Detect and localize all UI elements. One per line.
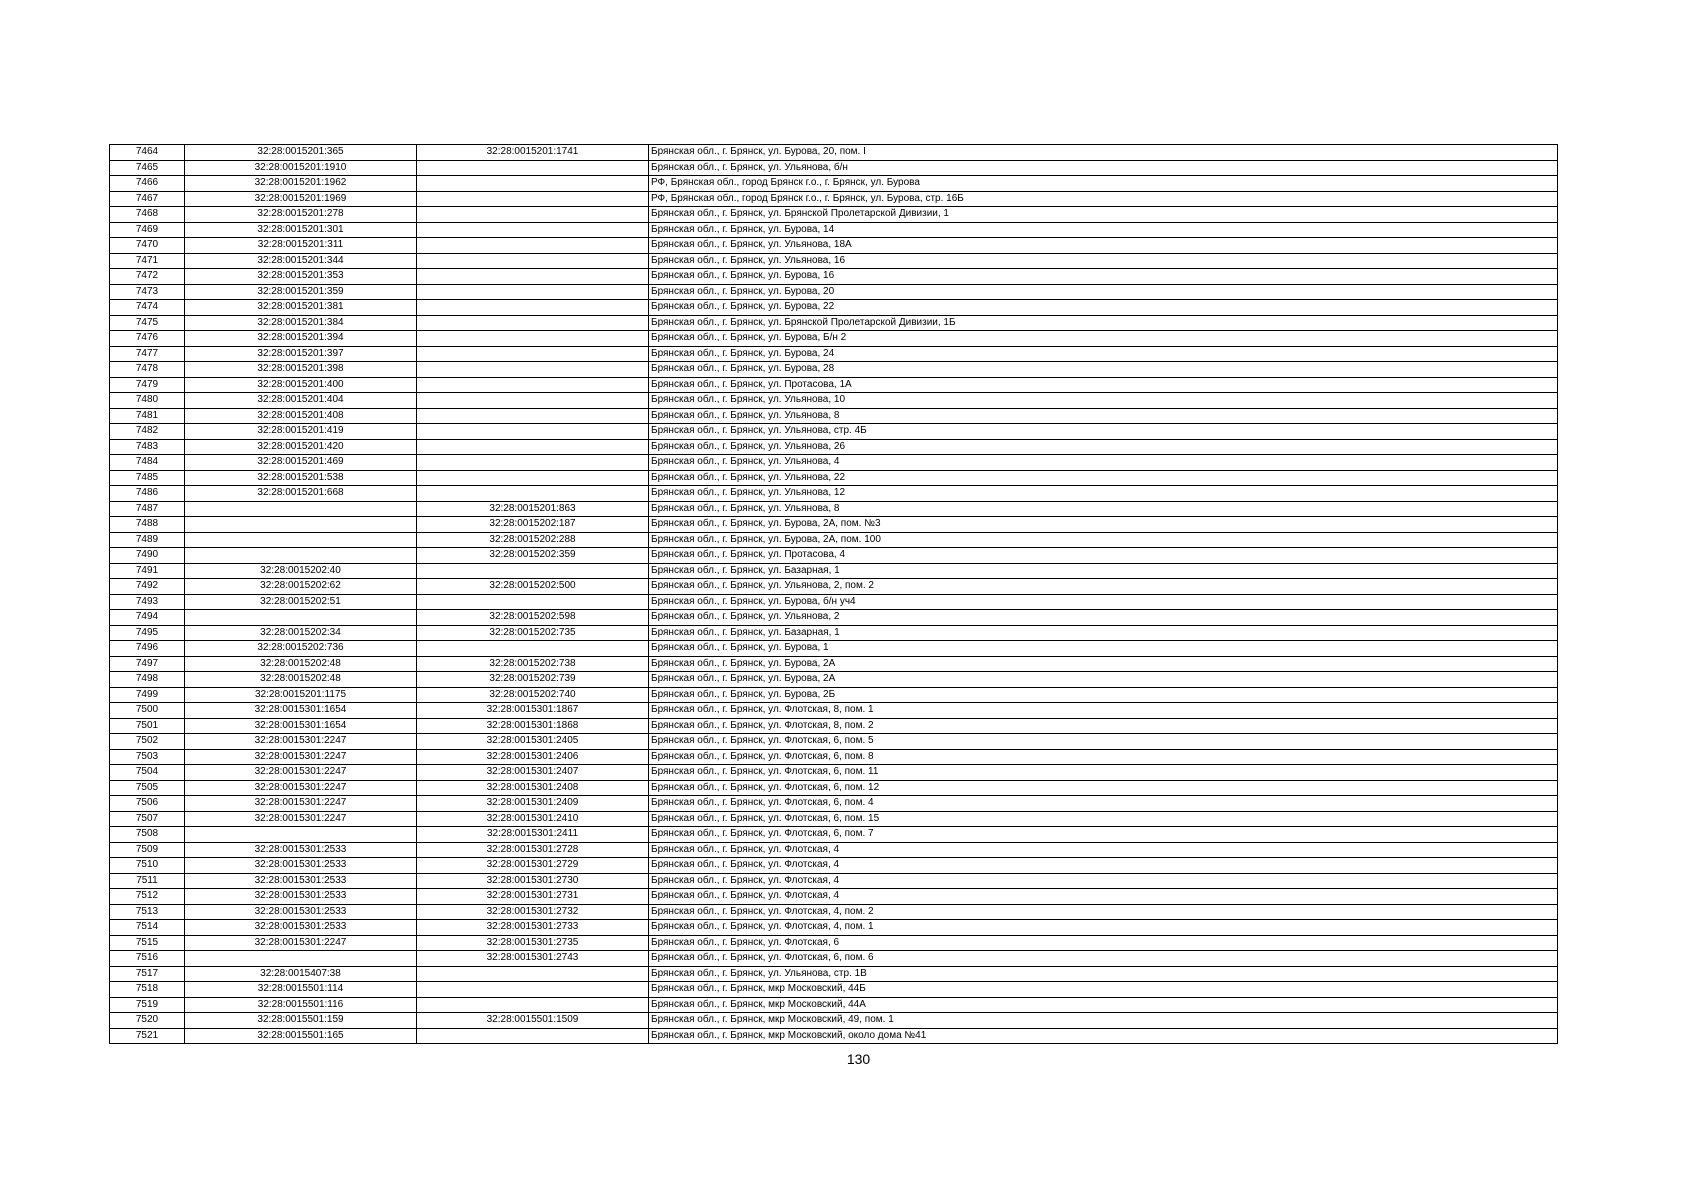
- address-cell: Брянская обл., г. Брянск, ул. Бурова, 2А, пом. 100: [649, 532, 1558, 548]
- land-cadastral-number-cell: 32:28:0015407:38: [185, 966, 417, 982]
- address-cell: Брянская обл., г. Брянск, ул. Флотская, 4: [649, 842, 1558, 858]
- object-cadastral-number-cell: [417, 238, 649, 254]
- table-row: [110, 842, 1558, 858]
- object-cadastral-number-cell: 32:28:0015301:2729: [417, 858, 649, 874]
- land-cadastral-number-cell: 32:28:0015201:344: [185, 253, 417, 269]
- address-cell: Брянская обл., г. Брянск, ул. Бурова, 2А, пом. №3: [649, 517, 1558, 533]
- land-cadastral-number-cell: [185, 501, 417, 517]
- table-row: [110, 222, 1558, 238]
- table-row: [110, 610, 1558, 626]
- object-cadastral-number-cell: [417, 300, 649, 316]
- land-cadastral-number-cell: 32:28:0015201:408: [185, 408, 417, 424]
- object-cadastral-number-cell: [417, 191, 649, 207]
- row-number-cell: 7515: [110, 935, 185, 951]
- address-cell: Брянская обл., г. Брянск, ул. Ульянова, 16: [649, 253, 1558, 269]
- address-cell: Брянская обл., г. Брянск, ул. Флотская, 6, пом. 11: [649, 765, 1558, 781]
- row-number-cell: 7490: [110, 548, 185, 564]
- row-number-cell: 7484: [110, 455, 185, 471]
- row-number-cell: 7480: [110, 393, 185, 409]
- address-cell: Брянская обл., г. Брянск, ул. Бурова, 20, пом. I: [649, 145, 1558, 161]
- object-cadastral-number-cell: 32:28:0015301:1867: [417, 703, 649, 719]
- object-cadastral-number-cell: 32:28:0015301:2731: [417, 889, 649, 905]
- address-cell: Брянская обл., г. Брянск, ул. Бурова, 22: [649, 300, 1558, 316]
- table-row: [110, 997, 1558, 1013]
- row-number-cell: 7503: [110, 749, 185, 765]
- land-cadastral-number-cell: 32:28:0015301:2247: [185, 796, 417, 812]
- address-cell: Брянская обл., г. Брянск, ул. Ульянова, 4: [649, 455, 1558, 471]
- object-cadastral-number-cell: [417, 408, 649, 424]
- table-row: [110, 300, 1558, 316]
- table-row: [110, 439, 1558, 455]
- address-cell: Брянская обл., г. Брянск, ул. Протасова, 4: [649, 548, 1558, 564]
- object-cadastral-number-cell: 32:28:0015202:598: [417, 610, 649, 626]
- page-number: 130: [846, 1051, 871, 1067]
- table-row: [110, 331, 1558, 347]
- row-number-cell: 7510: [110, 858, 185, 874]
- row-number-cell: 7477: [110, 346, 185, 362]
- land-cadastral-number-cell: 32:28:0015301:2533: [185, 842, 417, 858]
- table-row: [110, 672, 1558, 688]
- address-cell: Брянская обл., г. Брянск, ул. Флотская, 8, пом. 2: [649, 718, 1558, 734]
- row-number-cell: 7482: [110, 424, 185, 440]
- object-cadastral-number-cell: [417, 315, 649, 331]
- address-cell: Брянская обл., г. Брянск, ул. Ульянова, 26: [649, 439, 1558, 455]
- address-cell: Брянская обл., г. Брянск, ул. Ульянова, 8: [649, 408, 1558, 424]
- row-number-cell: 7513: [110, 904, 185, 920]
- table-row: [110, 470, 1558, 486]
- address-cell: Брянская обл., г. Брянск, ул. Ульянова, 22: [649, 470, 1558, 486]
- land-cadastral-number-cell: [185, 548, 417, 564]
- row-number-cell: 7511: [110, 873, 185, 889]
- address-cell: Брянская обл., г. Брянск, ул. Бурова, 2А: [649, 672, 1558, 688]
- row-number-cell: 7483: [110, 439, 185, 455]
- table-row: [110, 904, 1558, 920]
- table-row: [110, 160, 1558, 176]
- land-cadastral-number-cell: 32:28:0015202:40: [185, 563, 417, 579]
- object-cadastral-number-cell: 32:28:0015301:2411: [417, 827, 649, 843]
- land-cadastral-number-cell: 32:28:0015201:668: [185, 486, 417, 502]
- object-cadastral-number-cell: [417, 563, 649, 579]
- table-row: [110, 625, 1558, 641]
- address-cell: Брянская обл., г. Брянск, ул. Ульянова, 2, пом. 2: [649, 579, 1558, 595]
- land-cadastral-number-cell: 32:28:0015301:2247: [185, 811, 417, 827]
- object-cadastral-number-cell: [417, 176, 649, 192]
- row-number-cell: 7473: [110, 284, 185, 300]
- row-number-cell: 7471: [110, 253, 185, 269]
- table-row: [110, 827, 1558, 843]
- table-row: [110, 687, 1558, 703]
- row-number-cell: 7512: [110, 889, 185, 905]
- land-cadastral-number-cell: 32:28:0015301:2533: [185, 920, 417, 936]
- row-number-cell: 7485: [110, 470, 185, 486]
- table-row: [110, 346, 1558, 362]
- row-number-cell: 7508: [110, 827, 185, 843]
- land-cadastral-number-cell: 32:28:0015201:353: [185, 269, 417, 285]
- address-cell: Брянская обл., г. Брянск, ул. Бурова, Б/н 2: [649, 331, 1558, 347]
- table-row: [110, 207, 1558, 223]
- address-cell: Брянская обл., г. Брянск, ул. Ульянова, б/н: [649, 160, 1558, 176]
- land-cadastral-number-cell: 32:28:0015201:420: [185, 439, 417, 455]
- address-cell: Брянская обл., г. Брянск, мкр Московский, 44Б: [649, 982, 1558, 998]
- address-cell: Брянская обл., г. Брянск, ул. Бурова, 20: [649, 284, 1558, 300]
- land-cadastral-number-cell: 32:28:0015201:381: [185, 300, 417, 316]
- row-number-cell: 7492: [110, 579, 185, 595]
- object-cadastral-number-cell: [417, 331, 649, 347]
- row-number-cell: 7504: [110, 765, 185, 781]
- object-cadastral-number-cell: 32:28:0015202:739: [417, 672, 649, 688]
- land-cadastral-number-cell: 32:28:0015301:2533: [185, 889, 417, 905]
- table-row: [110, 951, 1558, 967]
- row-number-cell: 7498: [110, 672, 185, 688]
- land-cadastral-number-cell: 32:28:0015202:34: [185, 625, 417, 641]
- object-cadastral-number-cell: 32:28:0015301:1868: [417, 718, 649, 734]
- row-number-cell: 7501: [110, 718, 185, 734]
- object-cadastral-number-cell: [417, 424, 649, 440]
- land-cadastral-number-cell: 32:28:0015501:114: [185, 982, 417, 998]
- land-cadastral-number-cell: 32:28:0015201:538: [185, 470, 417, 486]
- address-cell: Брянская обл., г. Брянск, ул. Базарная, 1: [649, 563, 1558, 579]
- land-cadastral-number-cell: 32:28:0015201:397: [185, 346, 417, 362]
- land-cadastral-number-cell: 32:28:0015201:311: [185, 238, 417, 254]
- object-cadastral-number-cell: 32:28:0015301:2407: [417, 765, 649, 781]
- table-row: [110, 749, 1558, 765]
- table-row: [110, 656, 1558, 672]
- row-number-cell: 7488: [110, 517, 185, 533]
- object-cadastral-number-cell: 32:28:0015202:740: [417, 687, 649, 703]
- land-cadastral-number-cell: 32:28:0015201:1175: [185, 687, 417, 703]
- table-row: [110, 517, 1558, 533]
- land-cadastral-number-cell: 32:28:0015202:48: [185, 672, 417, 688]
- table-row: [110, 455, 1558, 471]
- table-row: [110, 563, 1558, 579]
- table-row: [110, 920, 1558, 936]
- address-cell: РФ, Брянская обл., город Брянск г.о., г. Брянск, ул. Бурова, стр. 16Б: [649, 191, 1558, 207]
- object-cadastral-number-cell: 32:28:0015202:359: [417, 548, 649, 564]
- address-cell: Брянская обл., г. Брянск, ул. Брянской Пролетарской Дивизии, 1: [649, 207, 1558, 223]
- land-cadastral-number-cell: 32:28:0015501:165: [185, 1028, 417, 1044]
- land-cadastral-number-cell: [185, 827, 417, 843]
- object-cadastral-number-cell: [417, 377, 649, 393]
- table-row: [110, 408, 1558, 424]
- row-number-cell: 7496: [110, 641, 185, 657]
- address-cell: Брянская обл., г. Брянск, ул. Бурова, 1: [649, 641, 1558, 657]
- object-cadastral-number-cell: [417, 439, 649, 455]
- object-cadastral-number-cell: 32:28:0015202:735: [417, 625, 649, 641]
- row-number-cell: 7518: [110, 982, 185, 998]
- row-number-cell: 7500: [110, 703, 185, 719]
- object-cadastral-number-cell: [417, 222, 649, 238]
- object-cadastral-number-cell: 32:28:0015202:738: [417, 656, 649, 672]
- address-cell: Брянская обл., г. Брянск, ул. Базарная, 1: [649, 625, 1558, 641]
- row-number-cell: 7489: [110, 532, 185, 548]
- row-number-cell: 7481: [110, 408, 185, 424]
- address-cell: Брянская обл., г. Брянск, ул. Флотская, 6, пом. 4: [649, 796, 1558, 812]
- address-cell: Брянская обл., г. Брянск, ул. Флотская, 6: [649, 935, 1558, 951]
- land-cadastral-number-cell: 32:28:0015201:398: [185, 362, 417, 378]
- row-number-cell: 7472: [110, 269, 185, 285]
- object-cadastral-number-cell: [417, 594, 649, 610]
- table-row: [110, 145, 1558, 161]
- row-number-cell: 7476: [110, 331, 185, 347]
- object-cadastral-number-cell: [417, 362, 649, 378]
- land-cadastral-number-cell: 32:28:0015202:62: [185, 579, 417, 595]
- table-row: [110, 594, 1558, 610]
- table-row: [110, 579, 1558, 595]
- address-cell: Брянская обл., г. Брянск, ул. Ульянова, 18А: [649, 238, 1558, 254]
- address-cell: Брянская обл., г. Брянск, мкр Московский, 44А: [649, 997, 1558, 1013]
- address-cell: Брянская обл., г. Брянск, ул. Ульянова, стр. 4Б: [649, 424, 1558, 440]
- land-cadastral-number-cell: 32:28:0015301:2247: [185, 734, 417, 750]
- registry-table: [109, 144, 1558, 1044]
- row-number-cell: 7519: [110, 997, 185, 1013]
- address-cell: Брянская обл., г. Брянск, ул. Ульянова, 12: [649, 486, 1558, 502]
- row-number-cell: 7520: [110, 1013, 185, 1029]
- object-cadastral-number-cell: 32:28:0015201:863: [417, 501, 649, 517]
- table-row: [110, 734, 1558, 750]
- row-number-cell: 7506: [110, 796, 185, 812]
- address-cell: Брянская обл., г. Брянск, ул. Ульянова, стр. 1В: [649, 966, 1558, 982]
- address-cell: Брянская обл., г. Брянск, ул. Флотская, 4: [649, 858, 1558, 874]
- table-row: [110, 486, 1558, 502]
- land-cadastral-number-cell: 32:28:0015202:736: [185, 641, 417, 657]
- row-number-cell: 7507: [110, 811, 185, 827]
- table-row: [110, 780, 1558, 796]
- row-number-cell: 7494: [110, 610, 185, 626]
- table-row: [110, 191, 1558, 207]
- land-cadastral-number-cell: 32:28:0015301:2247: [185, 765, 417, 781]
- table-row: [110, 393, 1558, 409]
- row-number-cell: 7502: [110, 734, 185, 750]
- row-number-cell: 7516: [110, 951, 185, 967]
- row-number-cell: 7464: [110, 145, 185, 161]
- address-cell: Брянская обл., г. Брянск, ул. Флотская, 6, пом. 12: [649, 780, 1558, 796]
- address-cell: Брянская обл., г. Брянск, ул. Брянской Пролетарской Дивизии, 1Б: [649, 315, 1558, 331]
- object-cadastral-number-cell: [417, 284, 649, 300]
- address-cell: Брянская обл., г. Брянск, ул. Флотская, 4: [649, 889, 1558, 905]
- object-cadastral-number-cell: 32:28:0015301:2733: [417, 920, 649, 936]
- row-number-cell: 7514: [110, 920, 185, 936]
- object-cadastral-number-cell: [417, 997, 649, 1013]
- table-row: [110, 377, 1558, 393]
- address-cell: Брянская обл., г. Брянск, ул. Флотская, 8, пом. 1: [649, 703, 1558, 719]
- table-row: [110, 765, 1558, 781]
- row-number-cell: 7474: [110, 300, 185, 316]
- table-row: [110, 935, 1558, 951]
- address-cell: Брянская обл., г. Брянск, ул. Флотская, 4: [649, 873, 1558, 889]
- row-number-cell: 7467: [110, 191, 185, 207]
- row-number-cell: 7505: [110, 780, 185, 796]
- land-cadastral-number-cell: 32:28:0015201:1969: [185, 191, 417, 207]
- row-number-cell: 7465: [110, 160, 185, 176]
- object-cadastral-number-cell: [417, 160, 649, 176]
- address-cell: Брянская обл., г. Брянск, ул. Бурова, 2А: [649, 656, 1558, 672]
- land-cadastral-number-cell: 32:28:0015201:384: [185, 315, 417, 331]
- table-row: [110, 873, 1558, 889]
- address-cell: Брянская обл., г. Брянск, ул. Флотская, 4, пом. 1: [649, 920, 1558, 936]
- land-cadastral-number-cell: 32:28:0015501:159: [185, 1013, 417, 1029]
- land-cadastral-number-cell: 32:28:0015301:2247: [185, 780, 417, 796]
- table-row: [110, 889, 1558, 905]
- land-cadastral-number-cell: 32:28:0015201:359: [185, 284, 417, 300]
- land-cadastral-number-cell: 32:28:0015501:116: [185, 997, 417, 1013]
- land-cadastral-number-cell: [185, 532, 417, 548]
- table-row: [110, 966, 1558, 982]
- object-cadastral-number-cell: [417, 455, 649, 471]
- table-row: [110, 811, 1558, 827]
- object-cadastral-number-cell: 32:28:0015301:2735: [417, 935, 649, 951]
- land-cadastral-number-cell: [185, 517, 417, 533]
- object-cadastral-number-cell: [417, 966, 649, 982]
- table-row: [110, 1013, 1558, 1029]
- table-row: [110, 641, 1558, 657]
- address-cell: Брянская обл., г. Брянск, ул. Бурова, б/н уч4: [649, 594, 1558, 610]
- address-cell: Брянская обл., г. Брянск, ул. Бурова, 28: [649, 362, 1558, 378]
- land-cadastral-number-cell: 32:28:0015201:1910: [185, 160, 417, 176]
- table-row: [110, 238, 1558, 254]
- table-row: [110, 501, 1558, 517]
- land-cadastral-number-cell: 32:28:0015201:301: [185, 222, 417, 238]
- land-cadastral-number-cell: 32:28:0015202:51: [185, 594, 417, 610]
- object-cadastral-number-cell: [417, 1028, 649, 1044]
- row-number-cell: 7499: [110, 687, 185, 703]
- land-cadastral-number-cell: 32:28:0015201:469: [185, 455, 417, 471]
- land-cadastral-number-cell: 32:28:0015201:400: [185, 377, 417, 393]
- table-row: [110, 1028, 1558, 1044]
- object-cadastral-number-cell: 32:28:0015301:2730: [417, 873, 649, 889]
- land-cadastral-number-cell: 32:28:0015201:365: [185, 145, 417, 161]
- address-cell: Брянская обл., г. Брянск, ул. Флотская, 4, пом. 2: [649, 904, 1558, 920]
- row-number-cell: 7468: [110, 207, 185, 223]
- row-number-cell: 7478: [110, 362, 185, 378]
- table-row: [110, 703, 1558, 719]
- object-cadastral-number-cell: [417, 470, 649, 486]
- address-cell: Брянская обл., г. Брянск, ул. Флотская, 6, пом. 8: [649, 749, 1558, 765]
- land-cadastral-number-cell: 32:28:0015301:2533: [185, 858, 417, 874]
- object-cadastral-number-cell: 32:28:0015301:2728: [417, 842, 649, 858]
- row-number-cell: 7509: [110, 842, 185, 858]
- object-cadastral-number-cell: 32:28:0015202:288: [417, 532, 649, 548]
- land-cadastral-number-cell: 32:28:0015301:2247: [185, 935, 417, 951]
- address-cell: Брянская обл., г. Брянск, мкр Московский, 49, пом. 1: [649, 1013, 1558, 1029]
- land-cadastral-number-cell: 32:28:0015201:404: [185, 393, 417, 409]
- table-row: [110, 269, 1558, 285]
- object-cadastral-number-cell: 32:28:0015301:2732: [417, 904, 649, 920]
- row-number-cell: 7487: [110, 501, 185, 517]
- address-cell: Брянская обл., г. Брянск, ул. Протасова, 1А: [649, 377, 1558, 393]
- table-row: [110, 176, 1558, 192]
- row-number-cell: 7475: [110, 315, 185, 331]
- object-cadastral-number-cell: 32:28:0015301:2405: [417, 734, 649, 750]
- address-cell: Брянская обл., г. Брянск, ул. Ульянова, 2: [649, 610, 1558, 626]
- object-cadastral-number-cell: 32:28:0015301:2406: [417, 749, 649, 765]
- land-cadastral-number-cell: 32:28:0015201:419: [185, 424, 417, 440]
- address-cell: Брянская обл., г. Брянск, ул. Бурова, 24: [649, 346, 1558, 362]
- address-cell: Брянская обл., г. Брянск, ул. Флотская, 6, пом. 7: [649, 827, 1558, 843]
- row-number-cell: 7469: [110, 222, 185, 238]
- object-cadastral-number-cell: 32:28:0015301:2743: [417, 951, 649, 967]
- row-number-cell: 7466: [110, 176, 185, 192]
- table-row: [110, 253, 1558, 269]
- table-row: [110, 982, 1558, 998]
- table-row: [110, 362, 1558, 378]
- table-row: [110, 858, 1558, 874]
- object-cadastral-number-cell: [417, 641, 649, 657]
- row-number-cell: 7479: [110, 377, 185, 393]
- object-cadastral-number-cell: [417, 486, 649, 502]
- row-number-cell: 7521: [110, 1028, 185, 1044]
- object-cadastral-number-cell: [417, 346, 649, 362]
- address-cell: Брянская обл., г. Брянск, ул. Ульянова, 8: [649, 501, 1558, 517]
- land-cadastral-number-cell: 32:28:0015202:48: [185, 656, 417, 672]
- row-number-cell: 7497: [110, 656, 185, 672]
- table-row: [110, 532, 1558, 548]
- land-cadastral-number-cell: 32:28:0015201:1962: [185, 176, 417, 192]
- object-cadastral-number-cell: 32:28:0015301:2410: [417, 811, 649, 827]
- object-cadastral-number-cell: [417, 393, 649, 409]
- address-cell: Брянская обл., г. Брянск, ул. Ульянова, 10: [649, 393, 1558, 409]
- address-cell: Брянская обл., г. Брянск, мкр Московский, около дома №41: [649, 1028, 1558, 1044]
- land-cadastral-number-cell: [185, 610, 417, 626]
- table-row: [110, 718, 1558, 734]
- land-cadastral-number-cell: [185, 951, 417, 967]
- object-cadastral-number-cell: [417, 982, 649, 998]
- registry-table-body: [110, 145, 1558, 1044]
- row-number-cell: 7486: [110, 486, 185, 502]
- object-cadastral-number-cell: [417, 253, 649, 269]
- object-cadastral-number-cell: 32:28:0015202:500: [417, 579, 649, 595]
- land-cadastral-number-cell: 32:28:0015301:2247: [185, 749, 417, 765]
- land-cadastral-number-cell: 32:28:0015301:2533: [185, 904, 417, 920]
- object-cadastral-number-cell: [417, 207, 649, 223]
- row-number-cell: 7517: [110, 966, 185, 982]
- table-row: [110, 284, 1558, 300]
- land-cadastral-number-cell: 32:28:0015201:278: [185, 207, 417, 223]
- address-cell: Брянская обл., г. Брянск, ул. Флотская, 6, пом. 6: [649, 951, 1558, 967]
- table-row: [110, 315, 1558, 331]
- address-cell: РФ, Брянская обл., город Брянск г.о., г. Брянск, ул. Бурова: [649, 176, 1558, 192]
- object-cadastral-number-cell: 32:28:0015301:2408: [417, 780, 649, 796]
- row-number-cell: 7493: [110, 594, 185, 610]
- land-cadastral-number-cell: 32:28:0015301:1654: [185, 718, 417, 734]
- object-cadastral-number-cell: 32:28:0015301:2409: [417, 796, 649, 812]
- object-cadastral-number-cell: [417, 269, 649, 285]
- table-row: [110, 548, 1558, 564]
- object-cadastral-number-cell: 32:28:0015201:1741: [417, 145, 649, 161]
- row-number-cell: 7470: [110, 238, 185, 254]
- land-cadastral-number-cell: 32:28:0015301:2533: [185, 873, 417, 889]
- address-cell: Брянская обл., г. Брянск, ул. Бурова, 14: [649, 222, 1558, 238]
- object-cadastral-number-cell: 32:28:0015202:187: [417, 517, 649, 533]
- land-cadastral-number-cell: 32:28:0015201:394: [185, 331, 417, 347]
- object-cadastral-number-cell: 32:28:0015501:1509: [417, 1013, 649, 1029]
- table-row: [110, 424, 1558, 440]
- row-number-cell: 7495: [110, 625, 185, 641]
- address-cell: Брянская обл., г. Брянск, ул. Флотская, 6, пом. 15: [649, 811, 1558, 827]
- row-number-cell: 7491: [110, 563, 185, 579]
- address-cell: Брянская обл., г. Брянск, ул. Флотская, 6, пом. 5: [649, 734, 1558, 750]
- table-row: [110, 796, 1558, 812]
- address-cell: Брянская обл., г. Брянск, ул. Бурова, 16: [649, 269, 1558, 285]
- land-cadastral-number-cell: 32:28:0015301:1654: [185, 703, 417, 719]
- address-cell: Брянская обл., г. Брянск, ул. Бурова, 2Б: [649, 687, 1558, 703]
